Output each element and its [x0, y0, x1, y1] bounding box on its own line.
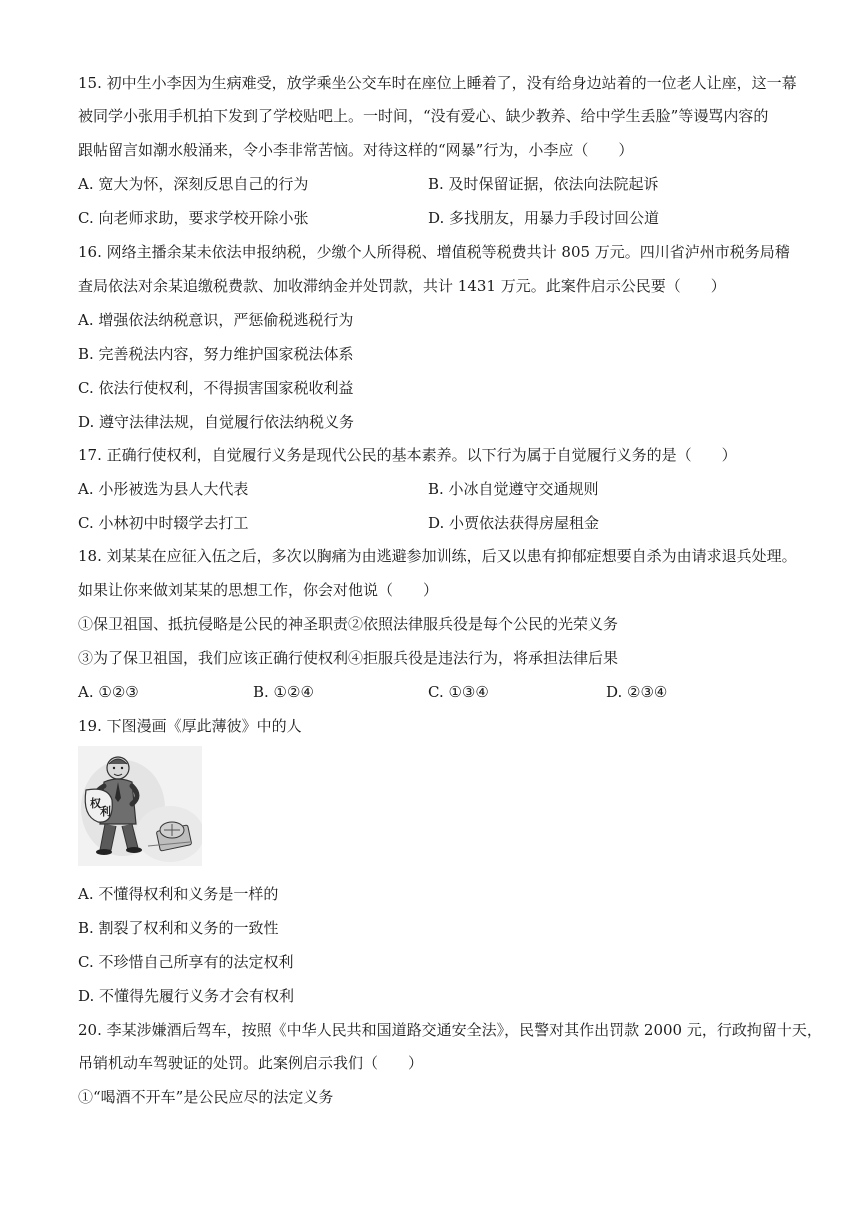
q18-option-c: C. ①③④ — [428, 683, 489, 701]
q17-stem-line1: 17. 正确行使权利，自觉履行义务是现代公民的基本素养。以下行为属于自觉履行义务的是（ ） — [78, 446, 737, 464]
cartoon-label-2: 利 — [100, 805, 111, 818]
q15-stem-line2: 被同学小张用手机拍下发到了学校贴吧上。一时间，“没有爱心、缺少教养、给中学生丢脸”等谩骂内容的 — [78, 107, 769, 125]
q18-stem-line2: 如果让你来做刘某某的思想工作，你会对他说（ ） — [78, 581, 439, 599]
q15-option-b: B. 及时保留证据，依法向法院起诉 — [428, 175, 659, 193]
q18-statements-line2: ③为了保卫祖国，我们应该正确行使权利④拒服兵役是违法行为，将承担法律后果 — [78, 649, 619, 667]
q15-option-c: C. 向老师求助，要求学校开除小张 — [78, 209, 309, 227]
q20-statement-line1: ①“喝酒不开车”是公民应尽的法定义务 — [78, 1088, 334, 1106]
cartoon-image — [78, 746, 202, 866]
q18-statements-line1: ①保卫祖国、抵抗侵略是公民的神圣职责②依照法律服兵役是每个公民的光荣义务 — [78, 615, 619, 633]
q17-option-a: A. 小彤被选为县人大代表 — [78, 480, 249, 498]
q18-option-a: A. ①②③ — [78, 683, 139, 701]
q19-option-a: A. 不懂得权利和义务是一样的 — [78, 885, 279, 903]
cartoon-label-1: 权 — [90, 797, 101, 810]
q16-stem-line1: 16. 网络主播余某未依法申报纳税，少缴个人所得税、增值税等税费共计 805 万元。四川省泸州市税务局稽 — [78, 243, 790, 261]
q17-option-b: B. 小冰自觉遵守交通规则 — [428, 480, 599, 498]
q16-option-a: A. 增强依法纳税意识，严惩偷税逃税行为 — [78, 311, 354, 329]
q16-option-b: B. 完善税法内容，努力维护国家税法体系 — [78, 345, 354, 363]
q16-stem-line2: 查局依法对余某追缴税费款、加收滞纳金并处罚款，共计 1431 万元。此案件启示公民要（ ） — [78, 277, 726, 295]
q19-stem-line1: 19. 下图漫画《厚此薄彼》中的人 — [78, 717, 302, 735]
q16-option-c: C. 依法行使权利，不得损害国家税收利益 — [78, 379, 354, 397]
q19-option-d: D. 不懂得先履行义务才会有权利 — [78, 987, 295, 1005]
q17-option-d: D. 小贾依法获得房屋租金 — [428, 514, 600, 532]
q20-stem-line1: 20. 李某涉嫌酒后驾车，按照《中华人民共和国道路交通安全法》，民警对其作出罚款 2000 元，行政拘留十天， — [78, 1021, 822, 1039]
q19-option-c: C. 不珍惜自己所享有的法定权利 — [78, 953, 294, 971]
q18-option-b: B. ①②④ — [253, 683, 314, 701]
q19-option-b: B. 割裂了权利和义务的一致性 — [78, 919, 279, 937]
q15-option-a: A. 宽大为怀，深刻反思自己的行为 — [78, 175, 309, 193]
q15-stem-line3: 跟帖留言如潮水般涌来，令小李非常苦恼。对待这样的“网暴”行为，小李应（ ） — [78, 141, 634, 159]
q17-option-c: C. 小林初中时辍学去打工 — [78, 514, 249, 532]
q15-option-d: D. 多找朋友，用暴力手段讨回公道 — [428, 209, 660, 227]
q18-stem-line1: 18. 刘某某在应征入伍之后，多次以胸痛为由逃避参加训练，后又以患有抑郁症想要自杀为由请求退兵处理。 — [78, 547, 797, 565]
q20-stem-line2: 吊销机动车驾驶证的处罚。此案例启示我们（ ） — [78, 1054, 424, 1072]
q15-stem-line1: 15. 初中生小李因为生病难受，放学乘坐公交车时在座位上睡着了，没有给身边站着的一位老人让座，这一幕 — [78, 74, 797, 92]
q16-option-d: D. 遵守法律法规，自觉履行依法纳税义务 — [78, 413, 355, 431]
q18-option-d: D. ②③④ — [606, 683, 668, 701]
